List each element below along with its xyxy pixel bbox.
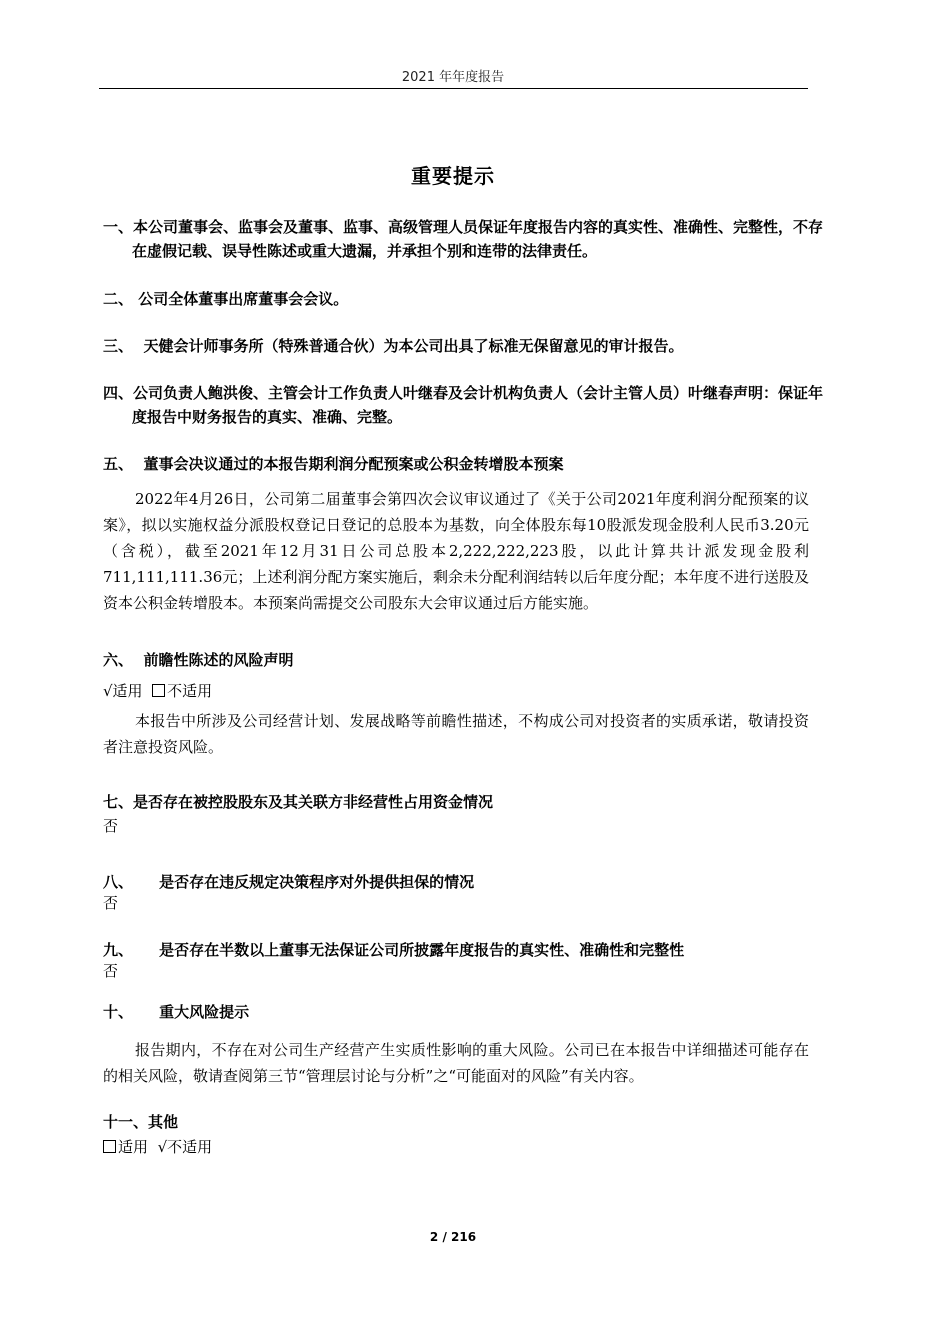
section-text: 其他	[148, 1113, 179, 1131]
option-applicable: √适用	[103, 682, 143, 700]
section-text: 本公司董事会、监事会及董事、监事、高级管理人员保证年度报告内容的真实性、准确性、完整性，不存在虚假记载、误导性陈述或重大遗漏，并承担个别和连带的法律责任。	[132, 218, 824, 260]
option-not-applicable: √不适用	[157, 1138, 213, 1156]
section-3	[103, 334, 809, 358]
section-9-answer: 否	[103, 962, 119, 980]
section-5-body: 2022年4月26日，公司第二届董事会第四次会议审议通过了《关于公司2021年度利润分配预案的议案》，拟以实施权益分派股权登记日登记的总股本为基数，向全体股东每10股派发现金股利人民币3.20元（含税），截至2021年12月31日公司总股本2,222,222,223股，以此计算共计派发现金股利711,111,111.36元；上述利润分配方案实施后，剩余未分配利润结转以后年度分配；本年度不进行送股及资本公积金转增股本。本预案尚需提交公司股东大会审议通过后方能实施。	[103, 490, 809, 612]
section-6-heading	[103, 648, 809, 672]
section-8-answer: 否	[103, 894, 119, 912]
section-number: 十一、	[103, 1113, 149, 1131]
section-8-heading	[103, 870, 809, 894]
section-number: 二、	[103, 290, 134, 308]
section-5-heading	[103, 452, 809, 476]
option-applicable: 适用	[118, 1138, 149, 1156]
section-9-heading	[103, 938, 809, 962]
header-divider	[99, 88, 808, 89]
section-text: 是否存在半数以上董事无法保证公司所披露年度报告的真实性、准确性和完整性	[159, 941, 685, 959]
section-number: 十、	[103, 1003, 134, 1021]
section-number: 八、	[103, 873, 134, 891]
section-10-body: 报告期内，不存在对公司生产经营产生实质性影响的重大风险。公司已在本报告中详细描述可能存在的相关风险，敬请查阅第三节“管理层讨论与分析”之“可能面对的风险”有关内容。	[103, 1041, 809, 1085]
section-number: 一、	[103, 218, 134, 236]
section-7-heading	[103, 790, 809, 814]
section-text: 前瞻性陈述的风险声明	[143, 651, 294, 669]
section-4	[103, 381, 838, 429]
section-number: 九、	[103, 941, 134, 959]
section-number: 四、	[103, 384, 134, 402]
section-text: 公司负责人鲍洪俊、主管会计工作负责人叶继春及会计机构负责人（会计主管人员）叶继春声明：保证年度报告中财务报告的真实、准确、完整。	[132, 384, 824, 426]
section-text: 是否存在违反规定决策程序对外提供担保的情况	[159, 873, 475, 891]
running-header: 2021 年年度报告	[401, 70, 505, 85]
section-text: 重大风险提示	[159, 1003, 250, 1021]
section-text: 是否存在被控股股东及其关联方非经营性占用资金情况	[133, 793, 494, 811]
section-6-body: 本报告中所涉及公司经营计划、发展战略等前瞻性描述，不构成公司对投资者的实质承诺，敬请投资者注意投资风险。	[103, 712, 809, 756]
section-text: 董事会决议通过的本报告期利润分配预案或公积金转增股本预案	[143, 455, 564, 473]
section-10-heading	[103, 1000, 809, 1024]
section-text: 公司全体董事出席董事会会议。	[138, 290, 349, 308]
section-number: 六、	[103, 651, 134, 669]
section-number: 七、	[103, 793, 134, 811]
section-6-applicability	[103, 680, 809, 702]
option-not-applicable: 不适用	[167, 682, 213, 700]
section-number: 五、	[103, 455, 134, 473]
section-11-heading	[103, 1110, 809, 1134]
section-7-answer: 否	[103, 817, 119, 835]
checkbox-icon	[103, 1140, 116, 1153]
page-title: 重要提示	[411, 164, 495, 188]
section-1	[103, 215, 838, 263]
checkbox-icon	[152, 684, 165, 697]
section-number: 三、	[103, 337, 134, 355]
page-number: 2 / 216	[429, 1230, 477, 1244]
section-text: 天健会计师事务所（特殊普通合伙）为本公司出具了标准无保留意见的审计报告。	[143, 337, 684, 355]
section-2	[103, 287, 809, 311]
section-11-applicability	[103, 1136, 809, 1158]
